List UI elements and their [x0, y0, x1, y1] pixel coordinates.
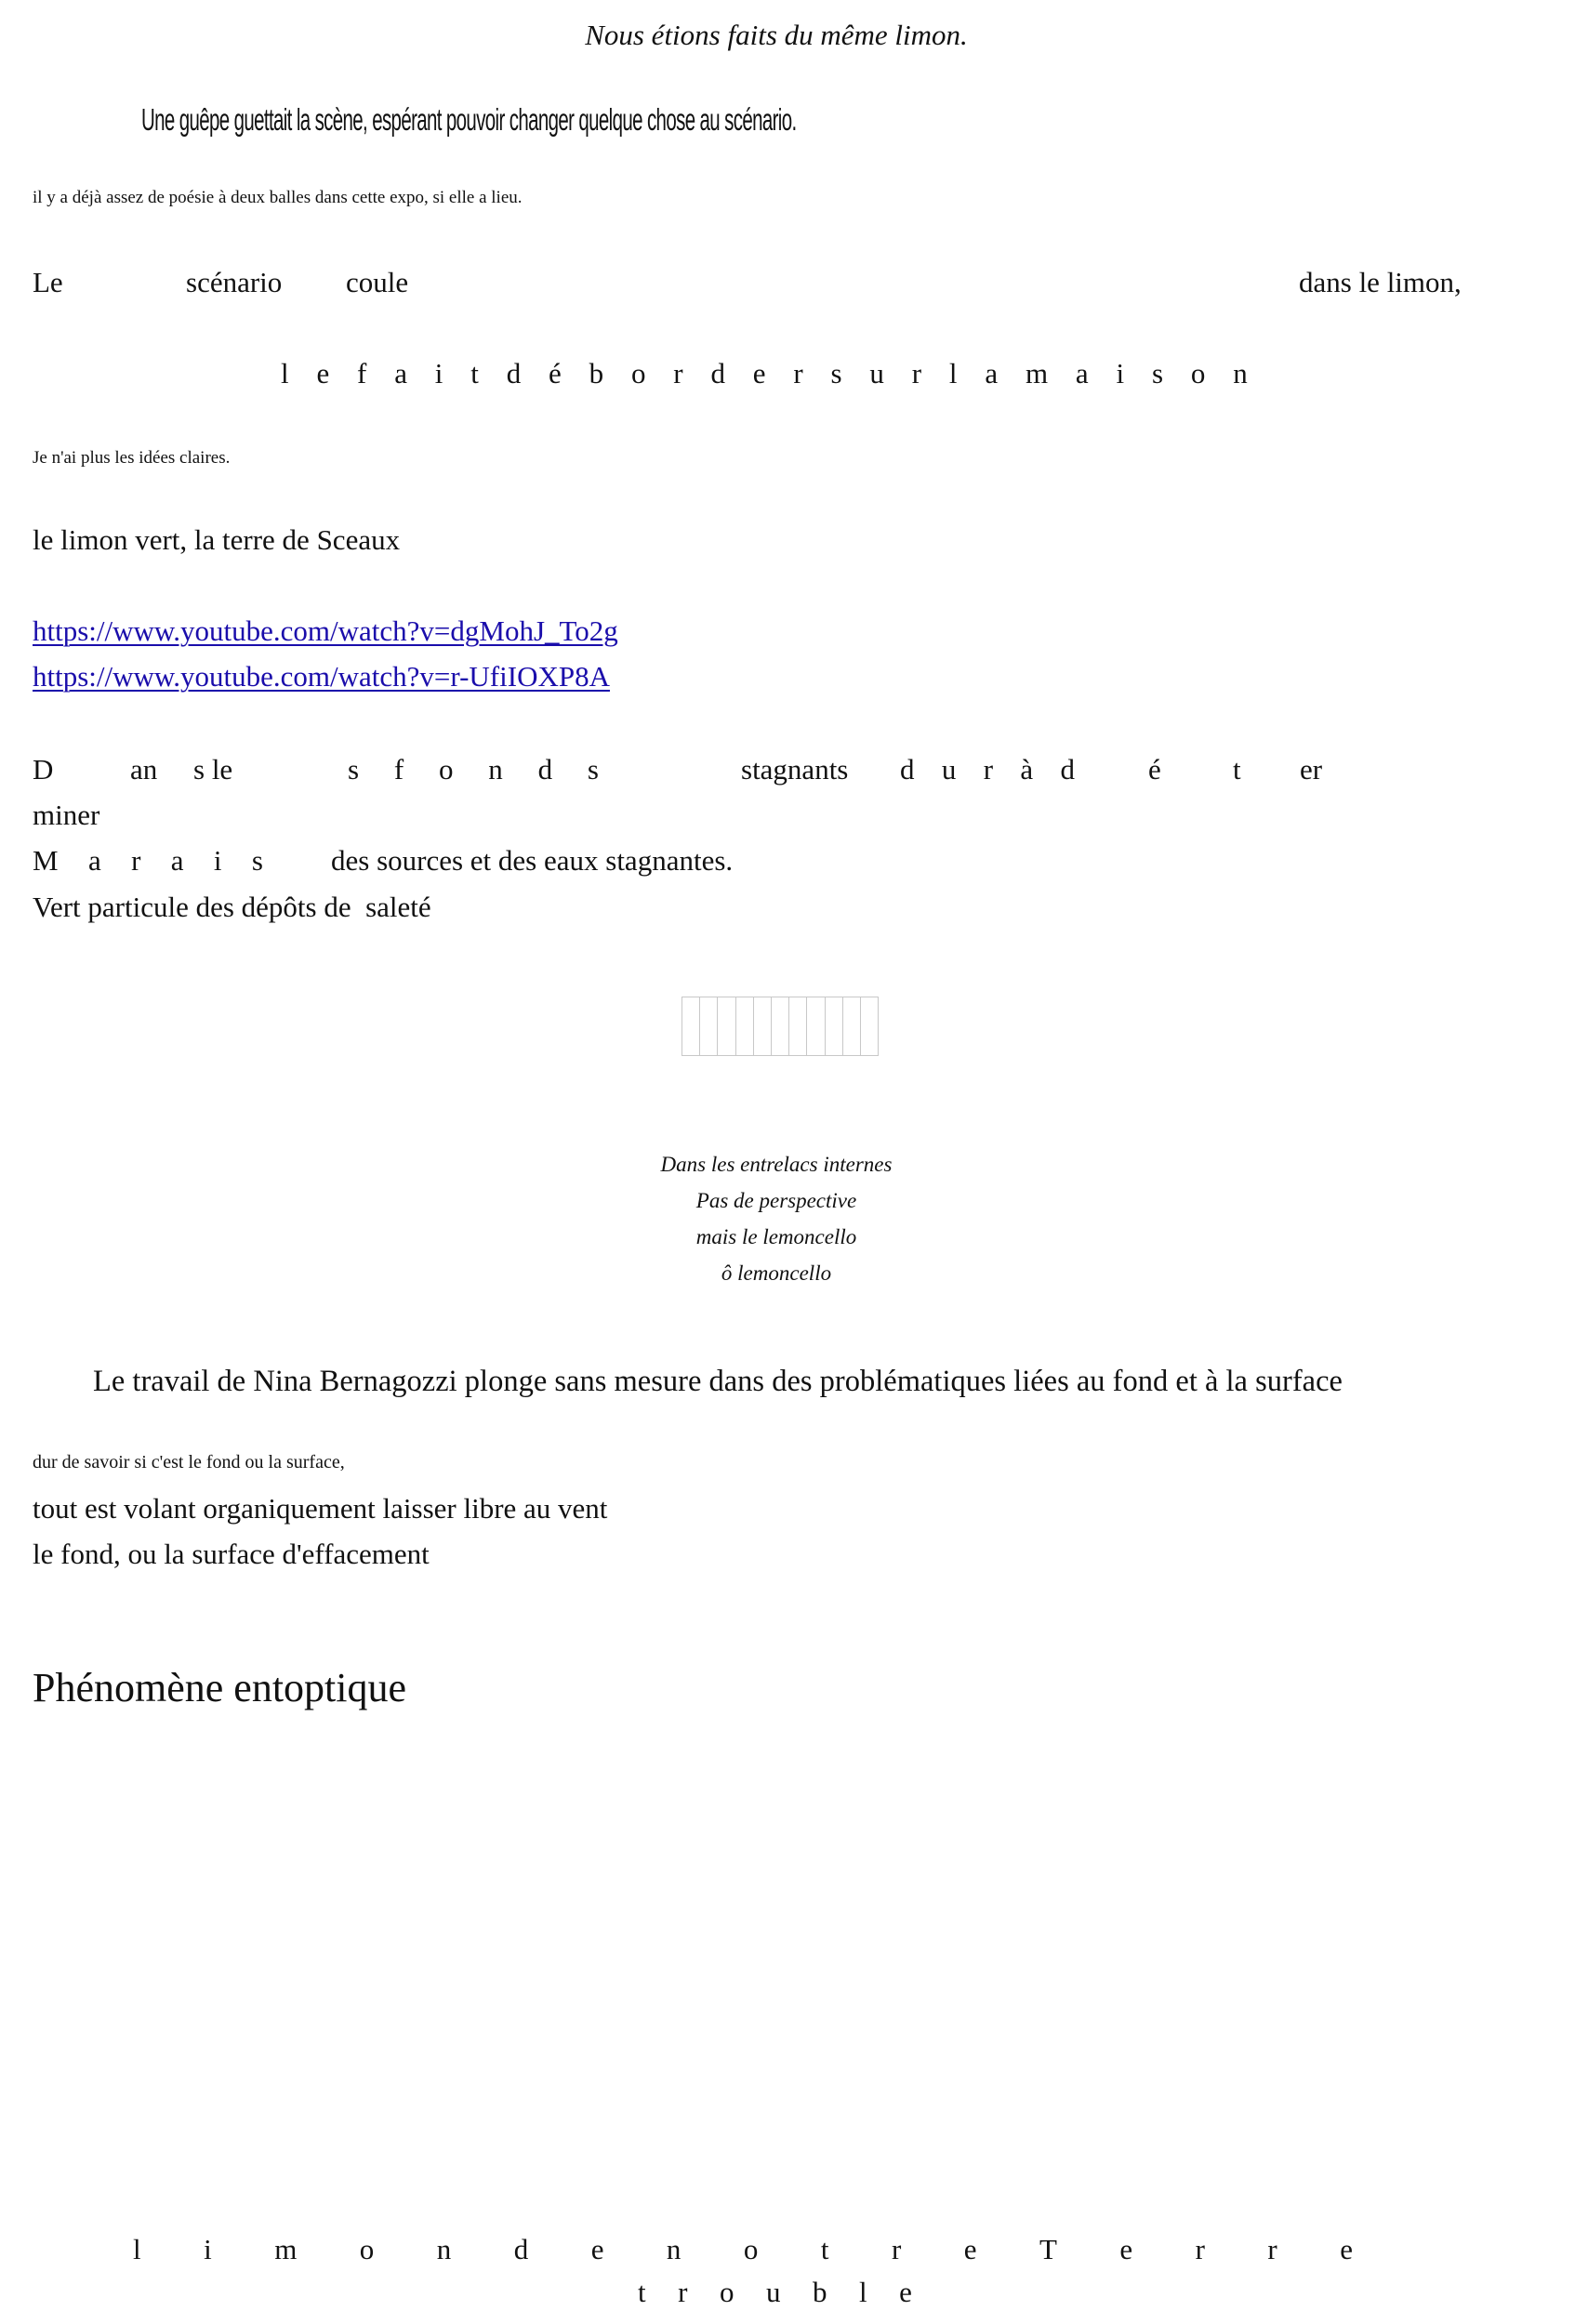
spaced-letter: r — [678, 2276, 688, 2308]
spaced-letter: o — [719, 2276, 734, 2308]
fonds-part-an: an — [130, 753, 158, 786]
nina-line: Le travail de Nina Bernagozzi plonge sans mesure dans des problématiques liées au fond et à la surface — [93, 1365, 1343, 1398]
fonds-part-fonds — [348, 753, 599, 786]
spaced-letter: à — [1020, 753, 1034, 786]
spaced-letter: d — [710, 357, 725, 390]
spaced-letter: a — [394, 357, 407, 390]
spaced-letter: s — [587, 753, 599, 786]
spaced-letter: t — [470, 357, 479, 390]
fond-surface-line: le fond, ou la surface d'effacement — [33, 1538, 430, 1570]
small-note-expo: il y a déjà assez de poésie à deux balles dans cette expo, si elle a lieu. — [33, 188, 523, 207]
fonds-part-er: er — [1300, 753, 1323, 786]
spaced-letter: f — [393, 753, 404, 786]
spaced-letter: r — [673, 357, 683, 390]
spaced-letter: r — [793, 357, 803, 390]
lemoncello-stanza — [0, 1146, 1553, 1291]
spaced-letter: o — [359, 2233, 375, 2265]
youtube-link-1[interactable]: https://www.youtube.com/watch?v=dgMohJ_To2g — [33, 614, 618, 647]
spaced-letter: i — [204, 2233, 212, 2265]
spaced-letter: u — [766, 2276, 781, 2308]
spaced-letter: m — [274, 2233, 298, 2265]
stanza-line: Pas de perspective — [695, 1189, 857, 1212]
fonds-part-stagnants: stagnants — [741, 753, 849, 786]
small-note-surface: dur de savoir si c'est le fond ou la surface, — [33, 1452, 345, 1472]
green-silt-line: le limon vert, la terre de Sceaux — [33, 523, 401, 556]
fonds-part-d: D — [33, 753, 54, 786]
spaced-letter: d — [1060, 753, 1075, 786]
spaced-letter: é — [549, 357, 562, 390]
spaced-letter: o — [630, 357, 646, 390]
spaced-letter: n — [488, 753, 503, 786]
scenario-word-limon: dans le limon, — [1299, 266, 1462, 298]
spaced-letter: e — [752, 357, 766, 390]
spaced-letter: e — [316, 357, 330, 390]
spaced-letter: i — [434, 357, 443, 390]
vert-particule-line: Vert particule des dépôts de saleté — [33, 891, 431, 923]
scenario-word-le: Le — [33, 266, 63, 298]
spaced-letter: e — [899, 2276, 912, 2308]
spaced-letter: n — [436, 2233, 452, 2265]
empty-grid-graphic — [682, 997, 879, 1056]
spaced-letter: s — [830, 357, 842, 390]
spaced-letter: a — [985, 357, 999, 390]
small-note-ideas: Je n'ai plus les idées claires. — [33, 448, 231, 468]
scenario-word-coule: coule — [346, 266, 409, 298]
fonds-part-durad — [900, 753, 1075, 786]
spaced-letter: m — [1025, 357, 1049, 390]
spaced-letter: o — [743, 2233, 759, 2265]
spaced-letter: e — [590, 2233, 604, 2265]
stanza-line: ô lemoncello — [721, 1261, 832, 1285]
spaced-letter: r — [131, 844, 141, 877]
spaced-letter: f — [357, 357, 367, 390]
spaced-letter: b — [589, 357, 604, 390]
spaced-letter: o — [1190, 357, 1206, 390]
spaced-letter: d — [513, 2233, 529, 2265]
fonds-part-sle: s le — [193, 753, 233, 786]
spaced-letter: s — [1151, 357, 1164, 390]
spaced-letter: d — [537, 753, 553, 786]
bottom-letters-line-1 — [133, 2233, 1353, 2266]
overflow-letters — [281, 357, 1248, 390]
spaced-letter: s — [251, 844, 263, 877]
spaced-letter: n — [666, 2233, 682, 2265]
fonds-wrap-miner: miner — [33, 799, 100, 831]
spaced-letter: a — [1075, 357, 1089, 390]
fonds-part-e: é — [1148, 753, 1161, 786]
wasp-line: Une guêpe guettait la scène, espérant pouvoir changer quelque chose au scénario. — [141, 102, 797, 137]
spaced-letter: e — [963, 2233, 977, 2265]
spaced-letter: i — [1116, 357, 1125, 390]
title-line: Nous étions faits du même limon. — [585, 19, 968, 51]
marais-rest: des sources et des eaux stagnantes. — [331, 844, 734, 877]
spaced-letter: a — [87, 844, 101, 877]
stanza-line: Dans les entrelacs internes — [660, 1153, 893, 1176]
spaced-letter: l — [281, 357, 289, 390]
spaced-letter: l — [948, 357, 958, 390]
spaced-letter: r — [891, 2233, 902, 2265]
spaced-letter: T — [1039, 2233, 1057, 2265]
spaced-letter: r — [1195, 2233, 1205, 2265]
spaced-letter: d — [900, 753, 915, 786]
youtube-link-2[interactable]: https://www.youtube.com/watch?v=r-UfiIOXP8A — [33, 660, 610, 693]
spaced-letter: l — [859, 2276, 867, 2308]
fonds-part-t: t — [1233, 753, 1241, 786]
spaced-letter: u — [941, 753, 957, 786]
spaced-letter: l — [133, 2233, 141, 2265]
stanza-line: mais le lemoncello — [695, 1225, 857, 1248]
spaced-letter: e — [1340, 2233, 1353, 2265]
spaced-letter: o — [439, 753, 454, 786]
volant-line: tout est volant organiquement laisser libre au vent — [33, 1492, 608, 1525]
spaced-letter: t — [820, 2233, 829, 2265]
spaced-letter: u — [869, 357, 884, 390]
spaced-letter: s — [348, 753, 360, 786]
bottom-letters-line-2 — [638, 2276, 912, 2309]
scenario-word-scenario: scénario — [186, 266, 283, 298]
spaced-letter: M — [33, 844, 59, 877]
spaced-letter: e — [1119, 2233, 1133, 2265]
spaced-letter: i — [213, 844, 222, 877]
marais-spaced — [33, 844, 263, 878]
spaced-letter: r — [1267, 2233, 1277, 2265]
spaced-letter: r — [911, 357, 922, 390]
spaced-letter: n — [1233, 357, 1248, 390]
spaced-letter: a — [170, 844, 184, 877]
spaced-letter: d — [506, 357, 522, 390]
spaced-letter: b — [813, 2276, 827, 2308]
page-heading: Phénomène entoptique — [33, 1665, 407, 1710]
spaced-letter: t — [638, 2276, 646, 2308]
spaced-letter: r — [983, 753, 994, 786]
